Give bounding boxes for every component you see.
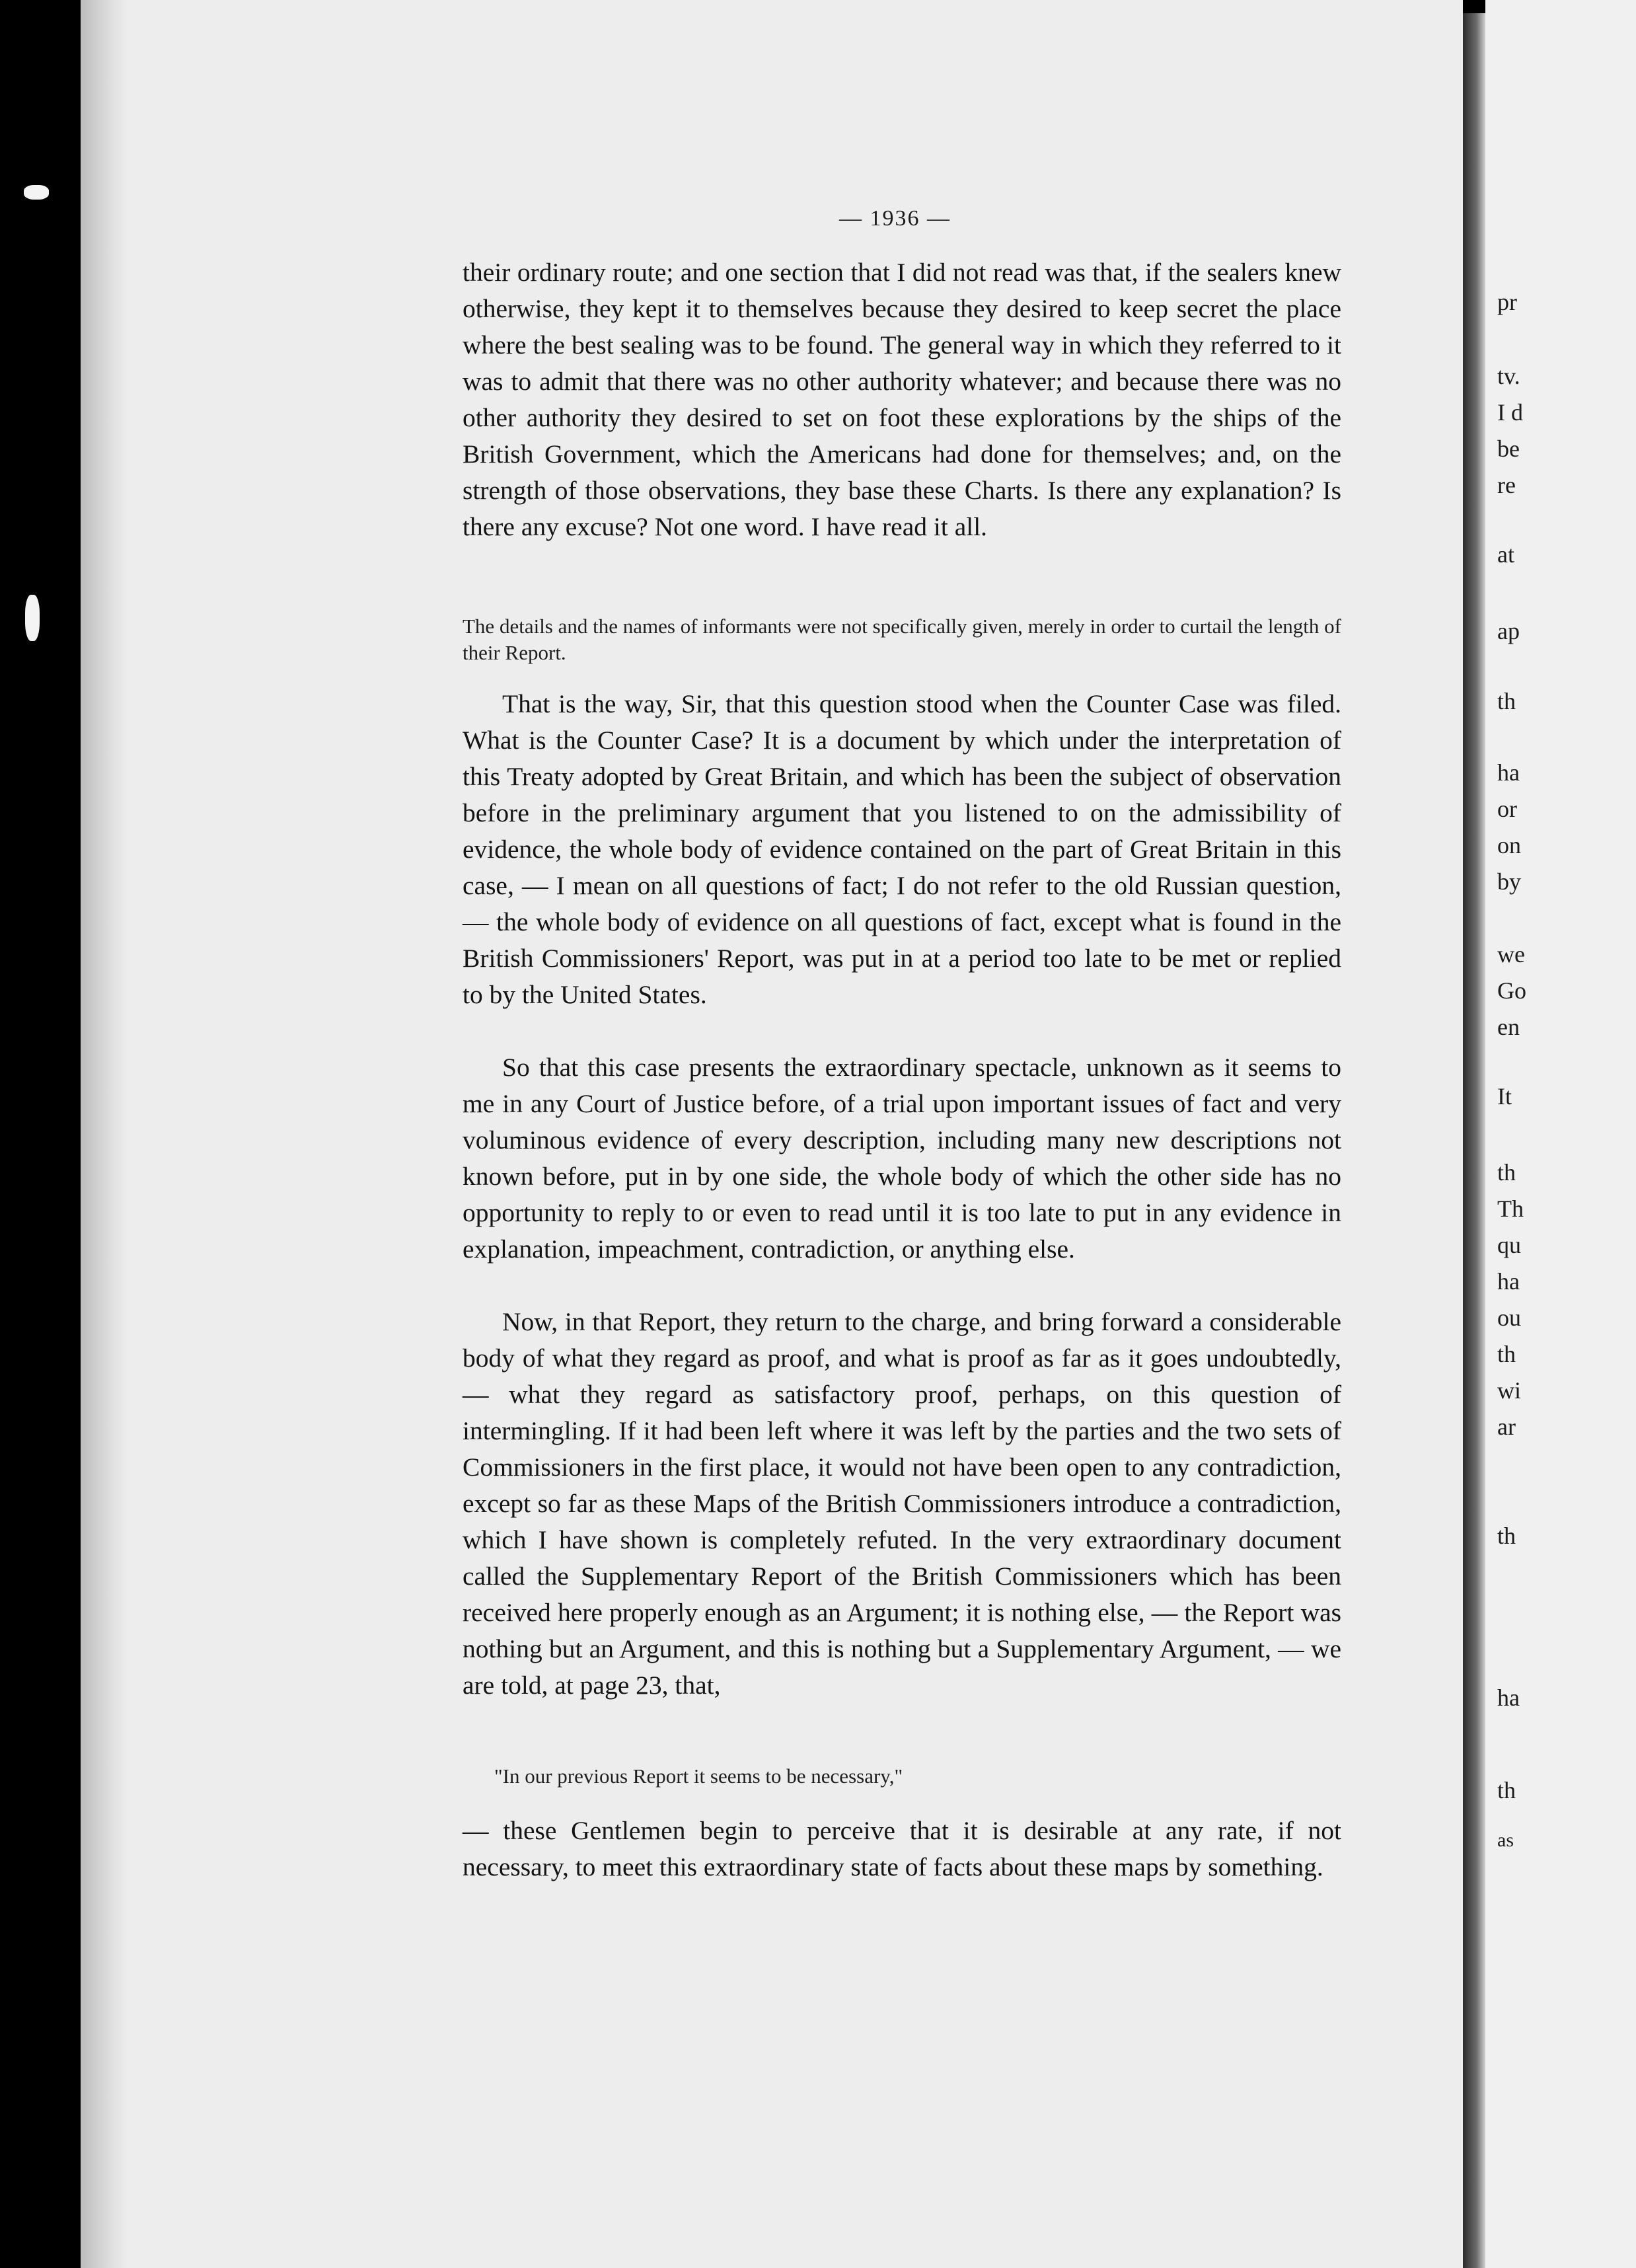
facing-page-fragment: ou xyxy=(1497,1304,1521,1331)
facing-page-fragment: th xyxy=(1497,1777,1516,1803)
paragraph-text: their ordinary route; and one section that I did not read was that, if the sealers knew otherwise, they kept it to themselves because they desired to keep secret the place where the best sealing was to be found. The general way in which they referred to it was to admit that there was no other authority whatever; and because there was no other authority they desired to set on foot these explorations by the ships of the British Government, which the Americans had done for themselves; and, on the strength of those observations, they base these Charts. Is there any explanation? Is there any excuse? Not one word. I have read it all. xyxy=(463,258,1341,541)
facing-page-fragment: wi xyxy=(1497,1377,1521,1404)
facing-page-fragment: at xyxy=(1497,541,1514,568)
facing-page-fragment: th xyxy=(1497,1341,1516,1367)
page-binding-shadow xyxy=(81,0,127,2268)
facing-page-fragment: I d xyxy=(1497,399,1523,426)
paragraph-text: That is the way, Sir, that this question stood when the Counter Case was filed. What is the Counter Case? It is a document by which under the interpretation of this Treaty adopted by Great Britain, and which has been the subject of observation before in the preliminary argument that you listened to on the admissibility of evidence, the whole body of evidence contained on the part of Great Britain in this case, — I mean on all questions of fact; I do not refer to the old Russian question, — the whole body of evidence on all questions of fact, except what is found in the British Commissioners' Report, was put in at a period too late to be met or replied to by the United States. xyxy=(463,689,1341,1009)
facing-page-fragment: ha xyxy=(1497,1268,1520,1295)
body-paragraph-2 xyxy=(463,686,1341,1013)
scan-artifact-mark xyxy=(25,595,40,641)
book-gutter xyxy=(1463,13,1485,2268)
facing-page-fragment: ap xyxy=(1497,618,1520,644)
page-number: — 1936 — xyxy=(839,206,951,231)
facing-page-fragment: It xyxy=(1497,1083,1512,1110)
facing-page-fragment: on xyxy=(1497,832,1521,858)
facing-page-fragment: as xyxy=(1497,1829,1514,1851)
facing-page-fragment: th xyxy=(1497,688,1516,714)
facing-page-fragment: pr xyxy=(1497,289,1517,315)
body-paragraph-4 xyxy=(463,1304,1341,1704)
facing-page-fragment: ar xyxy=(1497,1414,1516,1440)
facing-page-fragment: th xyxy=(1497,1159,1516,1186)
facing-page-fragment: tv. xyxy=(1497,363,1520,389)
body-paragraph-5 xyxy=(463,1813,1341,1885)
paragraph-text: — these Gentlemen begin to perceive that it is desirable at any rate, if not necessary, to meet this extraordinary state of facts about these maps by something. xyxy=(463,1816,1341,1881)
facing-page-fragment: qu xyxy=(1497,1232,1521,1258)
body-paragraph-1 xyxy=(463,254,1341,545)
facing-page-fragment: th xyxy=(1497,1523,1516,1549)
footnote-text: The details and the names of informants were not specifically given, merely in order to curtail the length of their Report. xyxy=(463,615,1341,664)
facing-page-fragment: we xyxy=(1497,941,1525,967)
paragraph-text: Now, in that Report, they return to the charge, and bring forward a considerable body of what they regard as proof, and what is proof as far as it goes undoubtedly, — what they regard as satisfactory proof, perhaps, on this question of intermingling. If it had been left where it was left by the parties and the two sets of Commissioners in the first place, it would not have been open to any contradiction, except so far as these Maps of the British Commissioners introduce a contradiction, which I have shown is completely refuted. In the very extraordinary document called the Supplementary Report of the British Commissioners which has been received here properly enough as an Argument; it is nothing else, — the Report was nothing but an Argument, and this is nothing but a Supplementary Argument, — we are told, at page 23, that, xyxy=(463,1307,1341,1700)
facing-page-fragment: by xyxy=(1497,868,1521,895)
facing-page-fragment: Go xyxy=(1497,977,1526,1004)
facing-page-fragment: be xyxy=(1497,435,1520,462)
paragraph-text: So that this case presents the extraordinary spectacle, unknown as it seems to me in any Court of Justice before, of a trial upon important issues of fact and very voluminous evidence of every description, including many new descriptions not known before, put in by one side, the whole body of which the other side has no opportunity to reply to or even to read until it is too late to put in any evidence in explanation, impeachment, contradiction, or anything else. xyxy=(463,1053,1341,1264)
facing-page-fragment: ha xyxy=(1497,759,1520,786)
block-quote: "In our previous Report it seems to be necessary," xyxy=(494,1764,903,1788)
facing-page-fragment: ha xyxy=(1497,1684,1520,1711)
facing-page-fragment: en xyxy=(1497,1014,1520,1040)
body-paragraph-3 xyxy=(463,1049,1341,1267)
scan-artifact-mark xyxy=(24,185,49,200)
facing-page-fragment: re xyxy=(1497,472,1516,498)
facing-page-fragment: or xyxy=(1497,796,1517,822)
facing-page xyxy=(1485,0,1636,2268)
facing-page-fragment: Th xyxy=(1497,1195,1524,1222)
